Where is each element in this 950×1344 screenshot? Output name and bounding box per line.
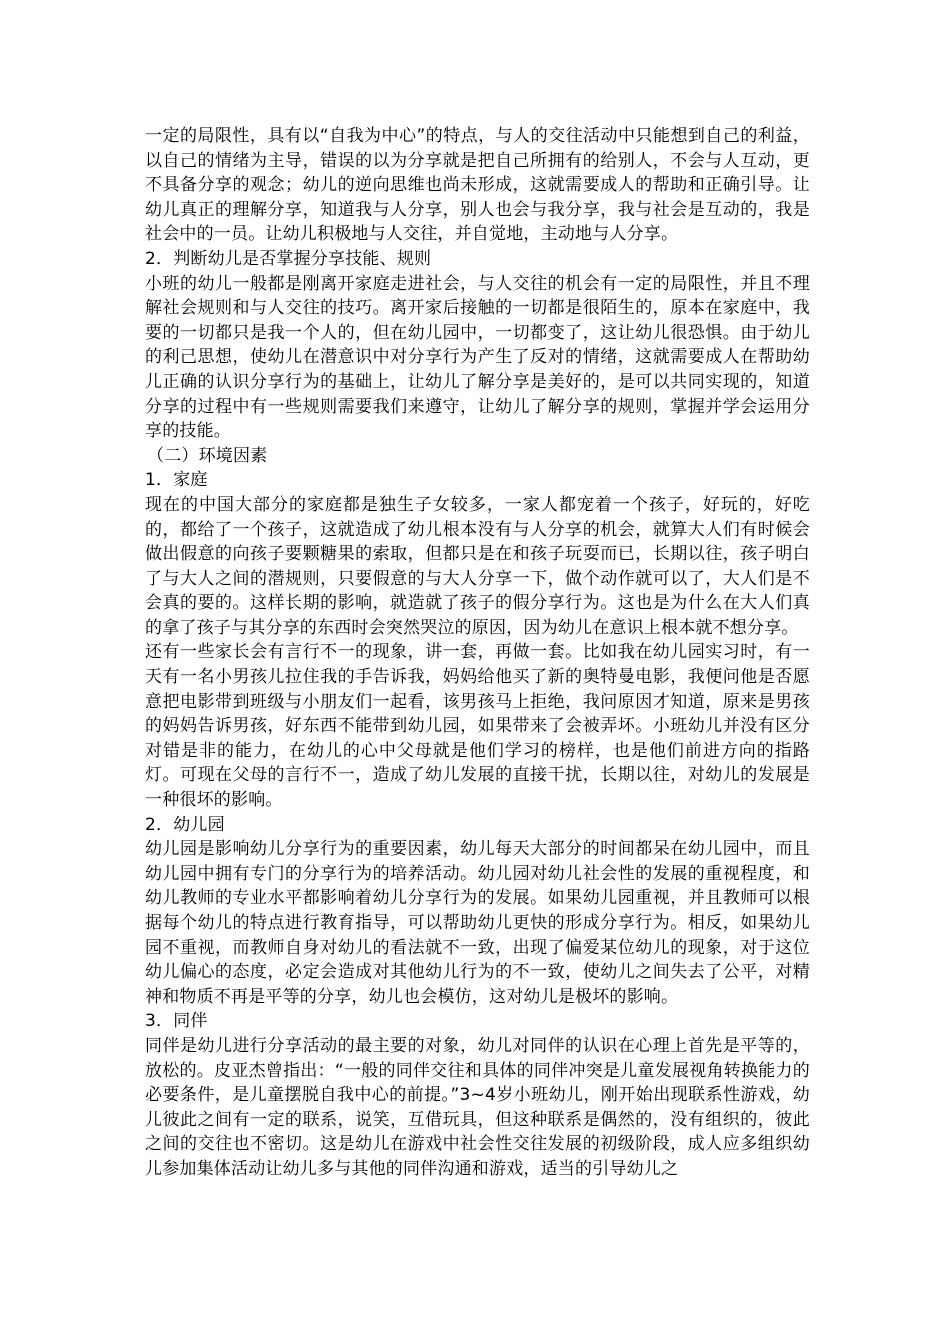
document-body [145, 124, 810, 1182]
paragraph-peers: 同伴是幼儿进行分享活动的最主要的对象，幼儿对同伴的认识在心理上首先是平等的，放松的。皮亚杰曾指出：“一般的同伴交往和具体的同伴冲突是儿童发展视角转换能力的必要条件，是儿童摆脱自我中心的前提。”3~4岁小班幼儿，刚开始出现联系性游戏，幼儿彼此之间有一定的联系，说笑，互借玩具，但这种联系是偶然的，没有组织的，彼此之间的交往也不密切。这是幼儿在游戏中社会性交往发展的初级阶段，成人应多组织幼儿参加集体活动让幼儿多与其他的同伴沟通和游戏，适当的引导幼儿之 [145, 1035, 810, 1179]
heading-environment-factors: （二）环境因素 [147, 445, 268, 466]
paragraph-small-class: 小班的幼儿一般都是刚离开家庭走进社会，与人交往的机会有一定的局限性，并且不理解社会规则和与人交往的技巧。离开家后接触的一切都是很陌生的，原本在家庭中，我要的一切都只是我一个人的，但在幼儿园中，一切都变了，这让幼儿很恐惧。由于幼儿的利己思想，使幼儿在潜意识中对分享行为产生了反对的情绪，这就需要成人在帮助幼儿正确的认识分享行为的基础上，让幼儿了解分享是美好的，是可以共同实现的，知道分享的过程中有一些规则需要我们来遵守，让幼儿了解分享的规则，掌握并学会运用分享的技能。 [145, 273, 810, 442]
paragraph-kindergarten: 幼儿园是影响幼儿分享行为的重要因素，幼儿每天大部分的时间都呆在幼儿园中，而且幼儿园中拥有专门的分享行为的培养活动。幼儿园对幼儿社会性的发展的重视程度，和幼儿教师的专业水平都影响着幼儿分享行为的发展。如果幼儿园重视，并且教师可以根据每个幼儿的特点进行教育指导，可以帮助幼儿更快的形成分享行为。相反，如果幼儿园不重视，而教师自身对幼儿的看法就不一致，出现了偏爱某位幼儿的现象，对于这位幼儿偏心的态度，必定会造成对其他幼儿行为的不一致，使幼儿之间失去了公平，对精神和物质不再是平等的分享，幼儿也会模仿，这对幼儿是极坏的影响。 [145, 839, 810, 1007]
heading-sharing-skills: 2．判断幼儿是否掌握分享技能、规则 [145, 248, 432, 269]
heading-peers: 3．同伴 [145, 1011, 208, 1032]
paragraph-family-1: 现在的中国大部分的家庭都是独生子女较多，一家人都宠着一个孩子，好玩的，好吃的，都给了一个孩子，这就造成了幼儿根本没有与人分享的机会，就算大人们有时候会做出假意的向孩子要颗糖果的索取，但都只是在和孩子玩耍而已，长期以往，孩子明白了与大人之间的潜规则，只要假意的与大人分享一下，做个动作就可以了，大人们是不会真的要的。这样长期的影响，就造就了孩子的假分享行为。这也是为什么在大人们真的拿了孩子与其分享的东西时会突然哭泣的原因，因为幼儿在意识上根本就不想分享。 [145, 494, 810, 638]
paragraph-family-2: 还有一些家长会有言行不一的现象，讲一套，再做一套。比如我在幼儿园实习时，有一天有一名小男孩儿拉住我的手告诉我，妈妈给他买了新的奥特曼电影，我便问他是否愿意把电影带到班级与小朋友们一起看，该男孩马上拒绝，我问原因才知道，原来是男孩的妈妈告诉男孩，好东西不能带到幼儿园，如果带来了会被弄坏。小班幼儿并没有区分对错是非的能力，在幼儿的心中父母就是他们学习的榜样，也是他们前进方向的指路灯。可现在父母的言行不一，造成了幼儿发展的直接干扰，长期以往，对幼儿的发展是一种很坏的影响。 [145, 642, 810, 811]
heading-kindergarten: 2．幼儿园 [145, 814, 225, 835]
paragraph-self-centered: 一定的局限性，具有以“自我为中心”的特点，与人的交往活动中只能想到自己的利益，以自己的情绪为主导，错误的以为分享就是把自己所拥有的给别人，不会与人互动，更不具备分享的观念；幼儿的逆向思维也尚未形成，这就需要成人的帮助和正确引导。让幼儿真正的理解分享，知道我与人分享，别人也会与我分享，我与社会是互动的，我是社会中的一员。让幼儿积极地与人交往，并自觉地，主动地与人分享。 [145, 126, 810, 245]
heading-family: 1．家庭 [145, 470, 208, 491]
